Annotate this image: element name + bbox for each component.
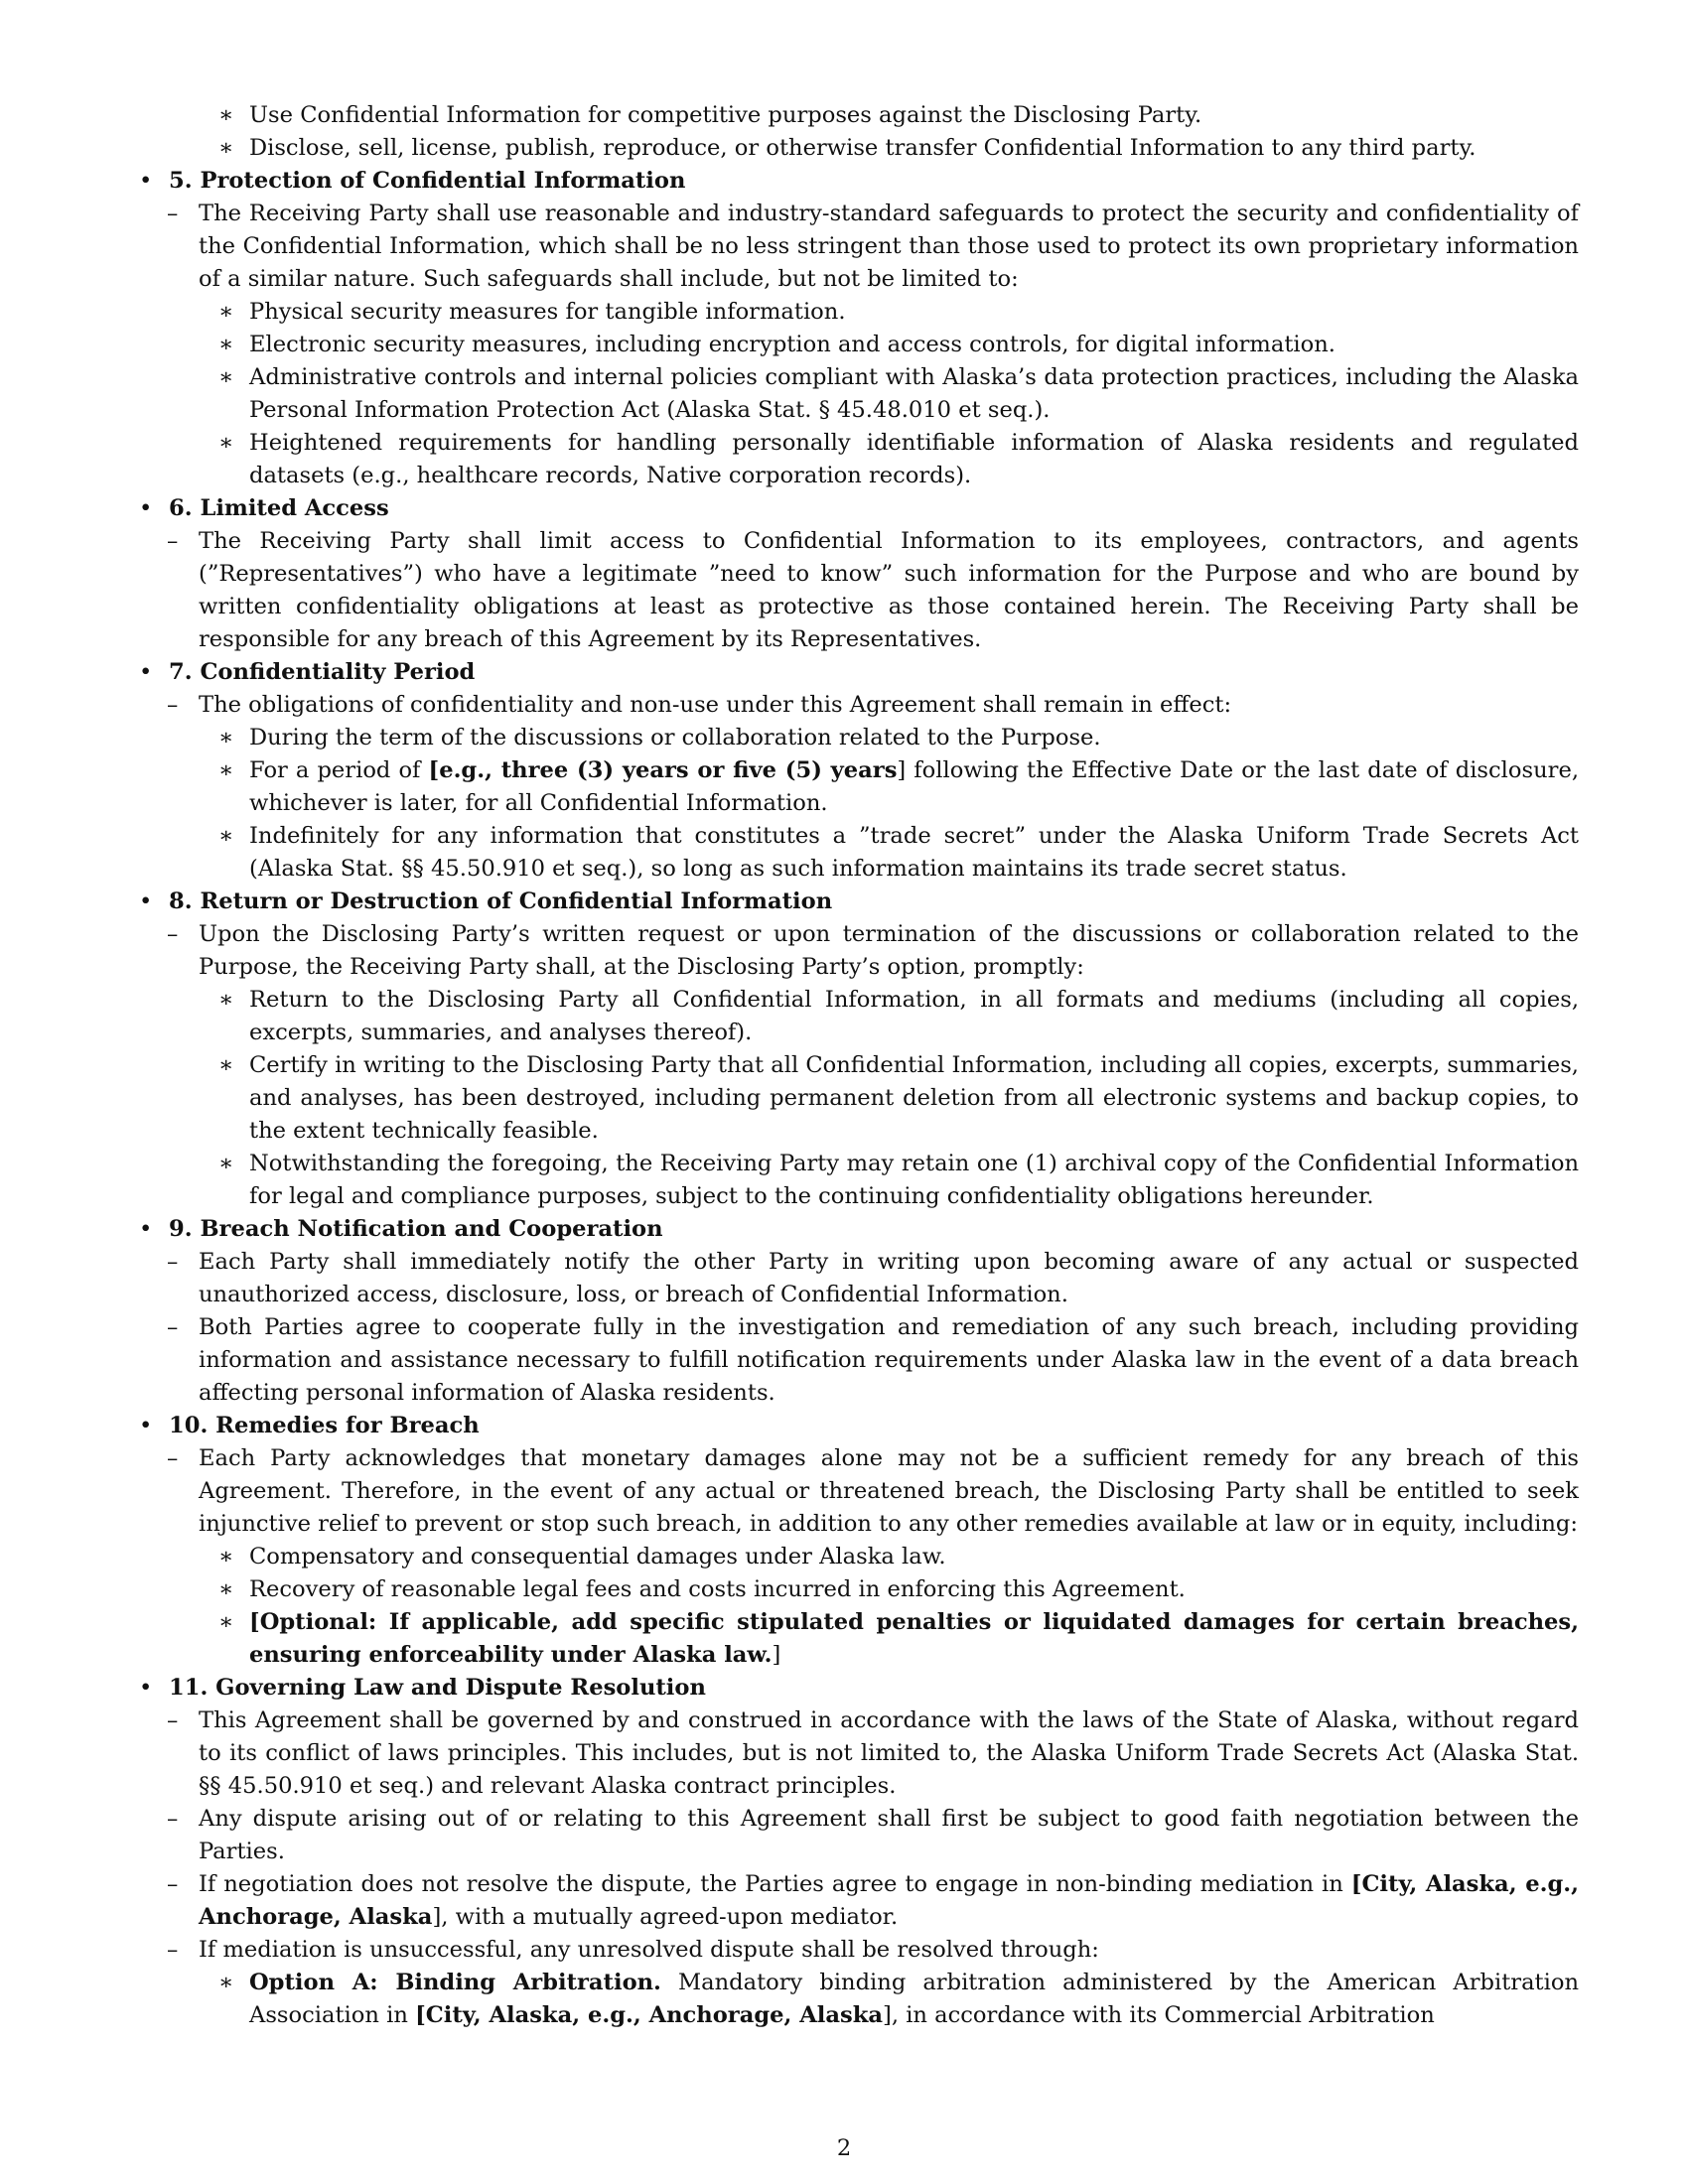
dash-bullet-icon: – (167, 1314, 179, 1340)
asterisk-bullet-icon: ∗ (218, 823, 234, 849)
placeholder-text: [e.g., three (3) years or five (5) years (428, 757, 898, 783)
list-item: ∗ Indefinitely for any information that constitutes a ”trade secret” under the Alaska Uniform Trade Secrets Act (Alaska Stat. §§ 45.50.910 et seq.), so long as such information maintains its trade secret status. (139, 820, 1579, 886)
document-page (139, 99, 1579, 2032)
dash-bullet-icon: – (167, 528, 179, 554)
bullet-icon: • (139, 168, 153, 194)
section-title: 6. Limited Access (169, 495, 389, 521)
placeholder-text: [Optional: If applicable, add specific stipulated penalties or liquidated damages for certain breaches, ensuring enforceability under Alaska law. (249, 1609, 1579, 1668)
page-number: 2 (836, 2135, 852, 2161)
asterisk-bullet-icon: ∗ (218, 1609, 234, 1635)
dash-bullet-icon: – (167, 1707, 179, 1733)
list-item: – Any dispute arising out of or relating to this Agreement shall first be subject to good faith negotiation between the Parties. (139, 1803, 1579, 1868)
asterisk-bullet-icon: ∗ (218, 430, 234, 456)
list-item: ∗ Physical security measures for tangible information. (139, 296, 1579, 329)
dash-bullet-icon: – (167, 1806, 179, 1832)
asterisk-bullet-icon: ∗ (218, 987, 234, 1013)
bullet-icon: • (139, 1675, 153, 1701)
list-item: – Each Party acknowledges that monetary damages alone may not be a sufficient remedy for any breach of this Agreement. Therefore, in the event of any actual or threatened breach, the Disclosing Party shall be entitled to seek injunctive relief to prevent or stop such breach, in addition to any other remedies available at law or in equity, including: (139, 1442, 1579, 1541)
asterisk-bullet-icon: ∗ (218, 102, 234, 128)
dash-bullet-icon: – (167, 1871, 179, 1897)
bullet-icon: • (139, 888, 153, 914)
list-item: – Upon the Disclosing Party’s written request or upon termination of the discussions or collaboration related to the Purpose, the Receiving Party shall, at the Disclosing Party’s option, promptly: (139, 918, 1579, 984)
dash-bullet-icon: – (167, 921, 179, 947)
section-heading (139, 1213, 1579, 1246)
dash-bullet-icon: – (167, 1249, 179, 1275)
list-item: – The Receiving Party shall use reasonable and industry-standard safeguards to protect the security and confidentiality of the Confidential Information, which shall be no less stringent than those used to protect its own proprietary information of a similar nature. Such safeguards shall include, but not be limited to: (139, 198, 1579, 296)
section-title: 9. Breach Notification and Cooperation (169, 1216, 663, 1242)
bullet-icon: • (139, 1413, 153, 1438)
asterisk-bullet-icon: ∗ (218, 1151, 234, 1176)
list-item: – This Agreement shall be governed by and construed in accordance with the laws of the State of Alaska, without regard to its conflict of laws principles. This includes, but is not limited to, the Alaska Uniform Trade Secrets Act (Alaska Stat. §§ 45.50.910 et seq.) and relevant Alaska contract principles. (139, 1705, 1579, 1803)
asterisk-bullet-icon: ∗ (218, 1970, 234, 1995)
asterisk-bullet-icon: ∗ (218, 332, 234, 357)
dash-bullet-icon: – (167, 1937, 179, 1963)
asterisk-bullet-icon: ∗ (218, 364, 234, 390)
section-title: 10. Remedies for Breach (169, 1413, 480, 1438)
placeholder-text: [City, Alaska, e.g., Anchorage, Alaska (199, 1871, 1579, 1930)
list-item: – The obligations of confidentiality and non-use under this Agreement shall remain in effect: (139, 689, 1579, 722)
section-heading (139, 165, 1579, 198)
section-heading (139, 1672, 1579, 1705)
list-item: ∗ Recovery of reasonable legal fees and costs incurred in enforcing this Agreement. (139, 1573, 1579, 1606)
section-heading (139, 656, 1579, 689)
list-item: – The Receiving Party shall limit access to Confidential Information to its employees, contractors, and agents (”Representatives”) who have a legitimate ”need to know” such information for the Purpose and who are bound by written confidentiality obligations at least as protective as those contained herein. The Receiving Party shall be responsible for any breach of this Agreement by its Representatives. (139, 525, 1579, 656)
list-item: ∗ Compensatory and consequential damages under Alaska law. (139, 1541, 1579, 1573)
dash-bullet-icon: – (167, 201, 179, 226)
section-title: 11. Governing Law and Dispute Resolution (169, 1675, 706, 1701)
list-item: ∗ Return to the Disclosing Party all Confidential Information, in all formats and mediums (including all copies, excerpts, summaries, and analyses thereof). (139, 984, 1579, 1049)
bullet-icon: • (139, 1216, 153, 1242)
asterisk-bullet-icon: ∗ (218, 725, 234, 751)
asterisk-bullet-icon: ∗ (218, 299, 234, 325)
list-item: ∗ Certify in writing to the Disclosing Party that all Confidential Information, including all copies, excerpts, summaries, and analyses, has been destroyed, including permanent deletion from all electronic systems and backup copies, to the extent technically feasible. (139, 1049, 1579, 1148)
list-item: – If mediation is unsuccessful, any unresolved dispute shall be resolved through: (139, 1934, 1579, 1967)
list-item: ∗ Disclose, sell, license, publish, reproduce, or otherwise transfer Confidential Information to any third party. (139, 132, 1579, 165)
list-item: ∗ During the term of the discussions or collaboration related to the Purpose. (139, 722, 1579, 754)
section-heading (139, 1410, 1579, 1442)
section-heading (139, 886, 1579, 918)
asterisk-bullet-icon: ∗ (218, 1544, 234, 1570)
bullet-icon: • (139, 659, 153, 685)
asterisk-bullet-icon: ∗ (218, 757, 234, 783)
list-item: ∗ Notwithstanding the foregoing, the Receiving Party may retain one (1) archival copy of the Confidential Information for legal and compliance purposes, subject to the continuing confidentiality obligations hereunder. (139, 1148, 1579, 1213)
asterisk-bullet-icon: ∗ (218, 1052, 234, 1078)
list-item: ∗ For a period of [e.g., three (3) years or five (5) years] following the Effective Date or the last date of disclosure, whichever is later, for all Confidential Information. (139, 754, 1579, 820)
list-item: – If negotiation does not resolve the dispute, the Parties agree to engage in non-binding mediation in [City, Alaska, e.g., Anchorage, Alaska], with a mutually agreed-upon mediator. (139, 1868, 1579, 1934)
dash-bullet-icon: – (167, 1445, 179, 1471)
dash-bullet-icon: – (167, 692, 179, 718)
list-item: ∗ Option A: Binding Arbitration. Mandatory binding arbitration administered by the American Arbitration Association in [City, Alaska, e.g., Anchorage, Alaska], in accordance with its Commercial Arbitration (139, 1967, 1579, 2032)
list-item: ∗ Administrative controls and internal policies compliant with Alaska’s data protection practices, including the Alaska Personal Information Protection Act (Alaska Stat. § 45.48.010 et seq.). (139, 361, 1579, 427)
section-heading (139, 492, 1579, 525)
list-item: ∗ Use Confidential Information for competitive purposes against the Disclosing Party. (139, 99, 1579, 132)
list-item: – Both Parties agree to cooperate fully in the investigation and remediation of any such breach, including providing information and assistance necessary to fulfill notification requirements under Alaska law in the event of a data breach affecting personal information of Alaska residents. (139, 1311, 1579, 1410)
list-item: ∗ [Optional: If applicable, add specific stipulated penalties or liquidated damages for certain breaches, ensuring enforceability under Alaska law.] (139, 1606, 1579, 1672)
list-item: – Each Party shall immediately notify the other Party in writing upon becoming aware of any actual or suspected unauthorized access, disclosure, loss, or breach of Confidential Information. (139, 1246, 1579, 1311)
list-item: ∗ Heightened requirements for handling personally identifiable information of Alaska residents and regulated datasets (e.g., healthcare records, Native corporation records). (139, 427, 1579, 492)
section-title: 5. Protection of Confidential Information (169, 168, 686, 194)
section-title: 7. Confidentiality Period (169, 659, 476, 685)
asterisk-bullet-icon: ∗ (218, 135, 234, 161)
bullet-icon: • (139, 495, 153, 521)
option-label: Option A: Binding Arbitration. (249, 1970, 661, 1995)
list-item: ∗ Electronic security measures, including encryption and access controls, for digital information. (139, 329, 1579, 361)
section-title: 8. Return or Destruction of Confidential Information (169, 888, 833, 914)
asterisk-bullet-icon: ∗ (218, 1576, 234, 1602)
placeholder-text: [City, Alaska, e.g., Anchorage, Alaska (415, 2002, 884, 2028)
